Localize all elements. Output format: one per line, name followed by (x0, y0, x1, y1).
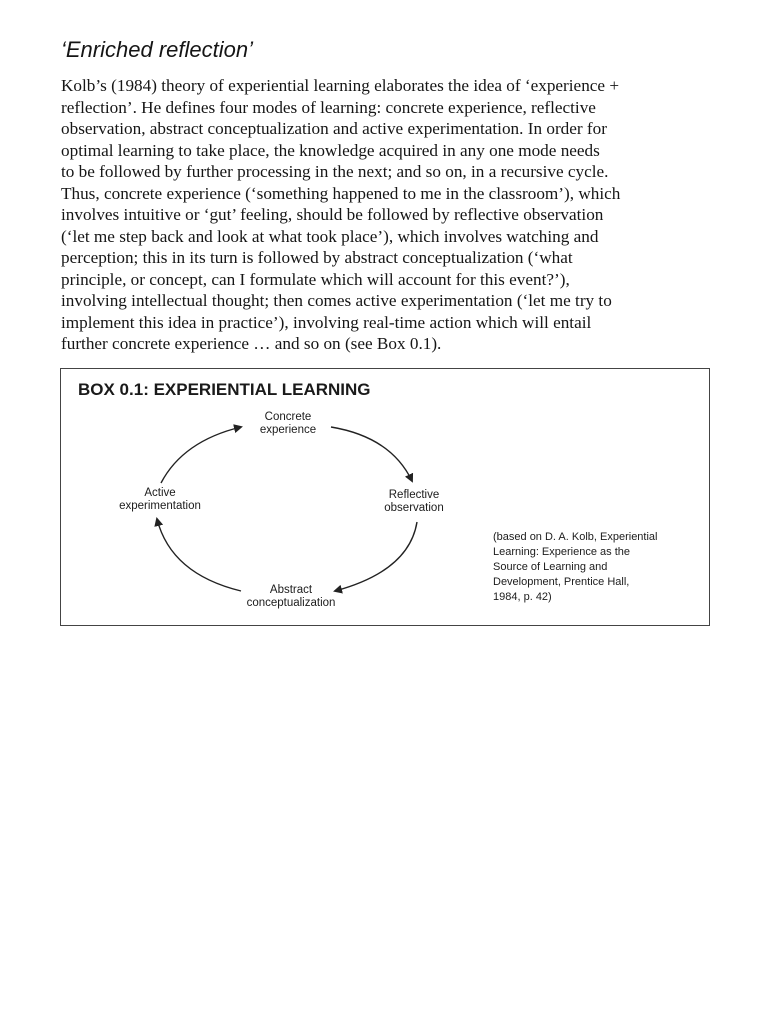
citation-line: Development, Prentice Hall, (493, 576, 630, 588)
paragraph-line: implement this idea in practice’), involving real-time action which will entail (61, 312, 592, 332)
citation-line: (based on D. A. Kolb, Experiential (493, 531, 658, 543)
paragraph-line: (‘let me step back and look at what took place’), which involves watching and (61, 226, 599, 246)
paragraph-line: Thus, concrete experience (‘something happened to me in the classroom’), which (61, 183, 621, 203)
section-heading: ‘Enriched reflection’ (61, 37, 253, 62)
paragraph-line: reflection’. He defines four modes of learning: concrete experience, reflective (61, 97, 596, 117)
cycle-node-active-experimentation: Active experimentation (119, 487, 201, 512)
cycle-node-abstract-conceptualization: Abstract conceptualization (246, 584, 336, 609)
cycle-node-reflective-observation: Reflective observation (384, 489, 444, 514)
citation-line: Source of Learning and (493, 561, 608, 573)
citation-line: Learning: Experience as the (493, 546, 630, 558)
cycle-arrow-concrete-to-reflective (331, 427, 412, 481)
cycle-arrow-reflective-to-abstract (335, 522, 417, 591)
experiential-learning-box (60, 368, 710, 626)
box-title: BOX 0.1: EXPERIENTIAL LEARNING (78, 380, 371, 399)
body-paragraph (61, 75, 721, 355)
paragraph-line: to be followed by further processing in the next; and so on, in a recursive cycle. (61, 162, 609, 181)
paragraph-line: optimal learning to take place, the knowledge acquired in any one mode needs (61, 140, 600, 160)
paragraph-line: observation, abstract conceptualization and active experimentation. In order for (61, 119, 607, 138)
citation-line: 1984, p. 42) (493, 591, 552, 603)
paragraph-line: involving intellectual thought; then comes active experimentation (‘let me try to (61, 291, 612, 310)
cycle-node-concrete-experience: Concrete experience (259, 411, 317, 436)
box-citation (493, 530, 657, 605)
cycle-arrow-abstract-to-active (157, 519, 241, 591)
paragraph-line: further concrete experience … and so on (see Box 0.1). (61, 334, 442, 353)
paragraph-line: Kolb’s (1984) theory of experiential learning elaborates the idea of ‘experience + (61, 76, 620, 95)
paragraph-line: perception; this in its turn is followed by abstract conceptualization (‘what (61, 248, 573, 267)
paragraph-line: involves intuitive or ‘gut’ feeling, should be followed by reflective observation (61, 205, 604, 224)
paragraph-line: principle, or concept, can I formulate which will account for this event?’), (61, 269, 570, 289)
cycle-arrow-active-to-concrete (161, 427, 241, 483)
